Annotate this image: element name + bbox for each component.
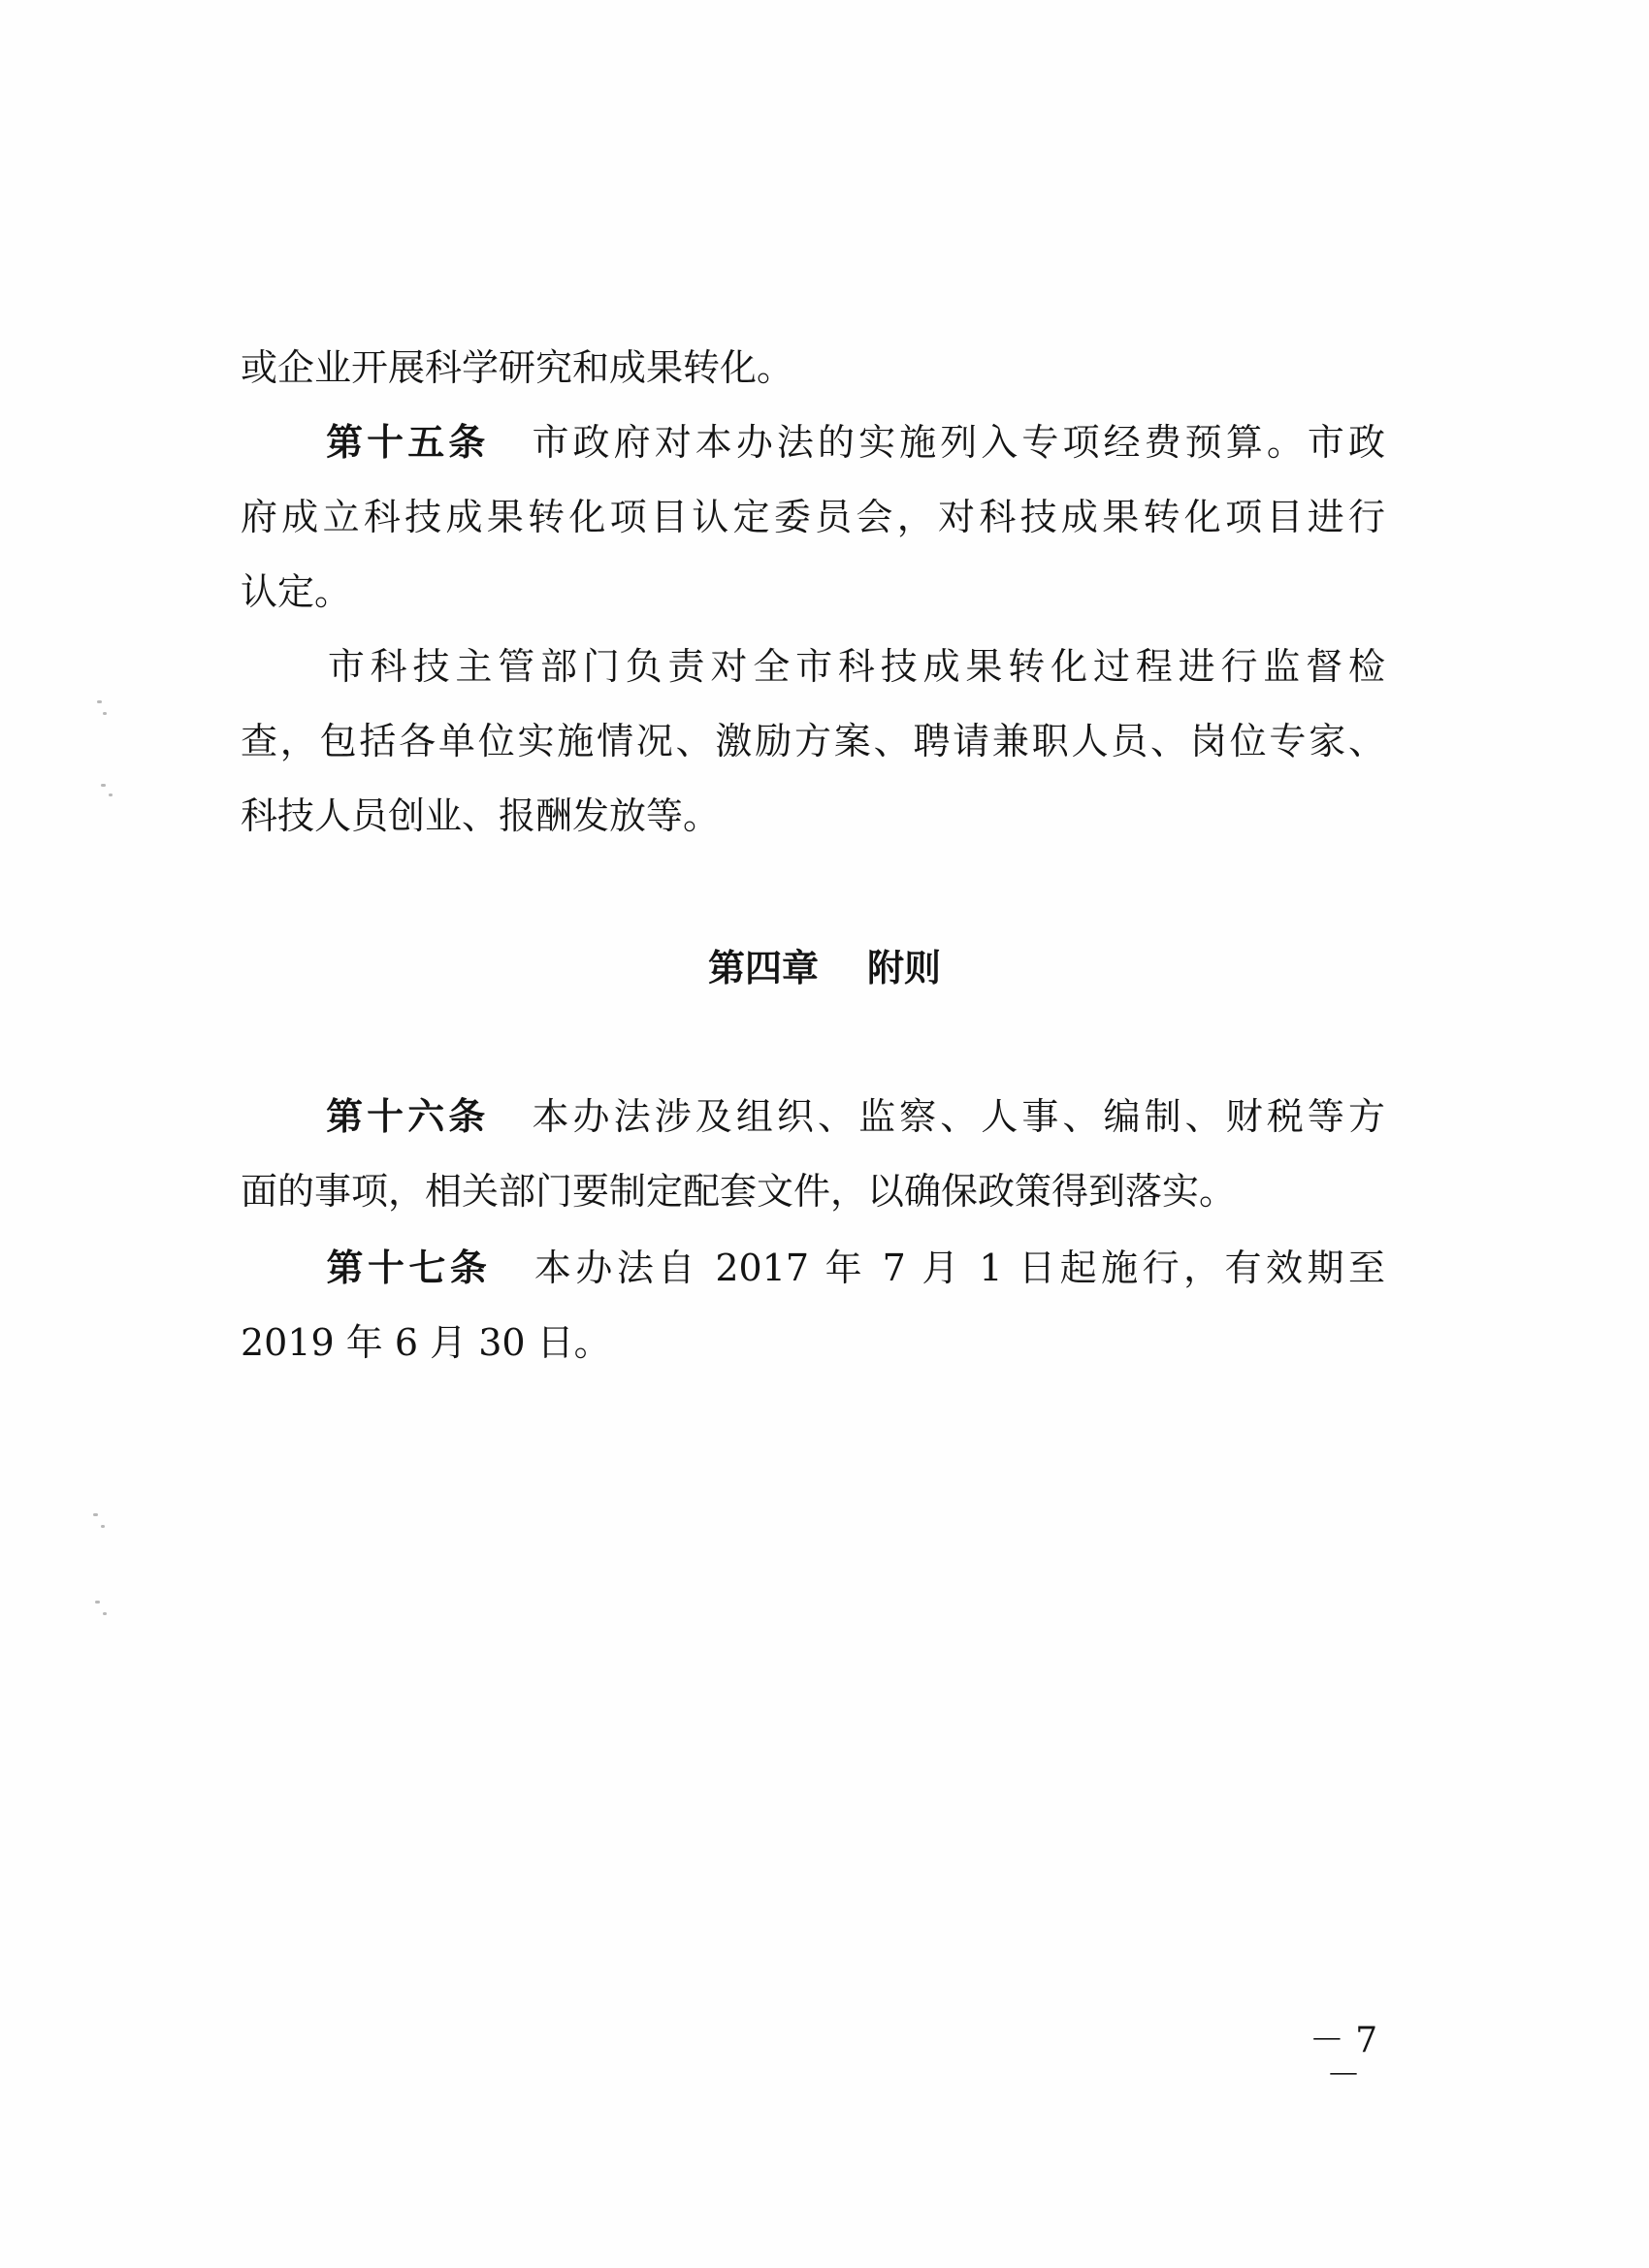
chapter-4-title: 第四章 [707, 947, 819, 989]
article-16-number: 第十六条 [322, 1095, 490, 1138]
article-15-line-2: 府成立科技成果转化项目认定委员会，对科技成果转化项目进行 [241, 496, 1385, 538]
article-15-line-1 [241, 421, 1385, 464]
article-16-text-1: 本办法涉及组织、监察、人事、编制、财税等方 [528, 1095, 1385, 1138]
page-number: － 7 － [1309, 2021, 1378, 2095]
article-15-line-3: 认定。 [241, 570, 352, 613]
continuation-line: 或企业开展科学研究和成果转化。 [241, 346, 794, 389]
article-17-line-1 [241, 1247, 1385, 1289]
chapter-4-heading [0, 947, 1649, 989]
article-15-number: 第十五条 [322, 421, 490, 464]
article-17-line-2: 2019 年 6 月 30 日。 [241, 1321, 611, 1364]
chapter-4-subtitle: 附则 [867, 947, 942, 989]
article-17-text-1: 本办法自 2017 年 7 月 1 日起施行，有效期至 [530, 1247, 1385, 1289]
article-16-line-2: 面的事项，相关部门要制定配套文件，以确保政策得到落实。 [241, 1170, 1237, 1213]
article-15-text-1: 市政府对本办法的实施列入专项经费预算。市政 [528, 421, 1385, 464]
supervision-line-2: 查，包括各单位实施情况、激励方案、聘请兼职人员、岗位专家、 [241, 720, 1385, 762]
supervision-line-3: 科技人员创业、报酬发放等。 [241, 794, 721, 837]
article-16-line-1 [241, 1095, 1385, 1138]
supervision-line-1 [241, 645, 1385, 688]
supervision-text-1: 市科技主管部门负责对全市科技成果转化过程进行监督检 [322, 645, 1385, 688]
article-17-number: 第十七条 [322, 1247, 492, 1289]
